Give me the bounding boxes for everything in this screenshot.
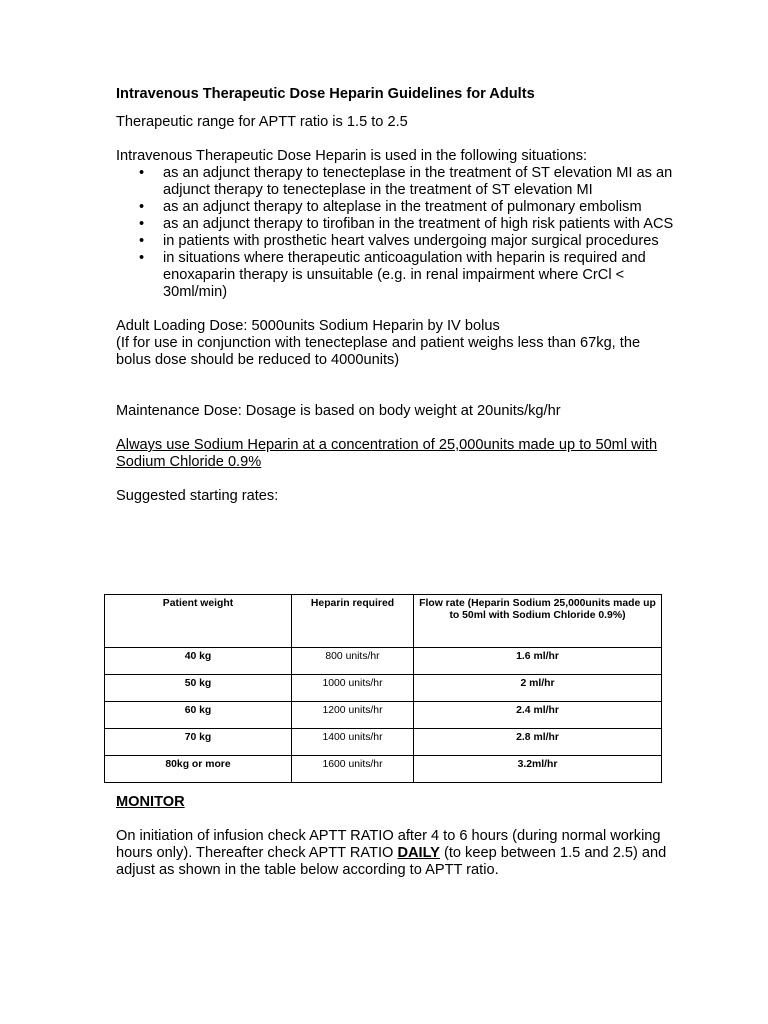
list-item: • as an adjunct therapy to tirofiban in the treatment of high risk patients with ACS [139, 216, 674, 232]
cell-flow: 3.2ml/hr [414, 756, 662, 783]
table-row [105, 729, 662, 756]
cell-weight: 40 kg [105, 648, 292, 675]
table-row [105, 648, 662, 675]
table-row [105, 675, 662, 702]
cell-heparin: 1200 units/hr [292, 702, 414, 729]
header-flow-rate: Flow rate (Heparin Sodium 25,000units made up to 50ml with Sodium Chloride 0.9%) [414, 595, 662, 648]
header-heparin-required: Heparin required [292, 595, 414, 648]
header-patient-weight: Patient weight [105, 595, 292, 648]
loading-dose-note: (If for use in conjunction with tenecteplase and patient weighs less than 67kg, the bolus dose should be reduced to 4000units) [116, 335, 641, 368]
cell-flow: 2.8 ml/hr [414, 729, 662, 756]
list-item: • as an adjunct therapy to tenecteplase in the treatment of ST elevation MI as an adjunct therapy to tenecteplase in the treatment of ST elevation MI [139, 165, 673, 198]
cell-flow: 2 ml/hr [414, 675, 662, 702]
table-header-row [105, 595, 662, 648]
cell-weight: 50 kg [105, 675, 292, 702]
bullet-icon: • [139, 216, 145, 232]
list-item: • in patients with prosthetic heart valves undergoing major surgical procedures [139, 233, 659, 249]
cell-weight: 80kg or more [105, 756, 292, 783]
cell-flow: 1.6 ml/hr [414, 648, 662, 675]
starting-rates-table [104, 594, 662, 783]
loading-dose: Adult Loading Dose: 5000units Sodium Heparin by IV bolus [116, 318, 500, 334]
indication-list [116, 165, 676, 301]
monitor-section [116, 794, 676, 879]
suggested-rates-label: Suggested starting rates: [116, 488, 279, 504]
document-body [116, 86, 676, 522]
cell-heparin: 1400 units/hr [292, 729, 414, 756]
cell-heparin: 1000 units/hr [292, 675, 414, 702]
cell-weight: 70 kg [105, 729, 292, 756]
list-item: • in situations where therapeutic anticoagulation with heparin is required and enoxaparin therapy is unsuitable (e.g. in renal impairment where CrCl < 30ml/min) [139, 250, 646, 300]
monitor-instructions: On initiation of infusion check APTT RATIO after 4 to 6 hours (during normal working hours only). Thereafter check APTT RATIO DAILY (to keep between 1.5 and 2.5) and adjust as shown in the table below according to APTT ratio. [116, 828, 667, 878]
bullet-icon: • [139, 165, 145, 181]
cell-weight: 60 kg [105, 702, 292, 729]
monitor-heading: MONITOR [116, 794, 185, 810]
bullet-icon: • [139, 233, 145, 249]
table-row [105, 756, 662, 783]
daily-emphasis: DAILY [397, 845, 440, 861]
bullet-icon: • [139, 199, 145, 215]
cell-heparin: 1600 units/hr [292, 756, 414, 783]
usage-intro: Intravenous Therapeutic Dose Heparin is used in the following situations: [116, 148, 588, 164]
bullet-icon: • [139, 250, 145, 266]
table-row [105, 702, 662, 729]
cell-flow: 2.4 ml/hr [414, 702, 662, 729]
therapeutic-range: Therapeutic range for APTT ratio is 1.5 to 2.5 [116, 114, 408, 130]
document-title: Intravenous Therapeutic Dose Heparin Guidelines for Adults [116, 86, 535, 102]
list-item: • as an adjunct therapy to alteplase in the treatment of pulmonary embolism [139, 199, 642, 215]
maintenance-dose: Maintenance Dose: Dosage is based on body weight at 20units/kg/hr [116, 403, 561, 419]
cell-heparin: 800 units/hr [292, 648, 414, 675]
concentration-instruction: Always use Sodium Heparin at a concentration of 25,000units made up to 50ml with Sodium Chloride 0.9% [116, 437, 658, 470]
